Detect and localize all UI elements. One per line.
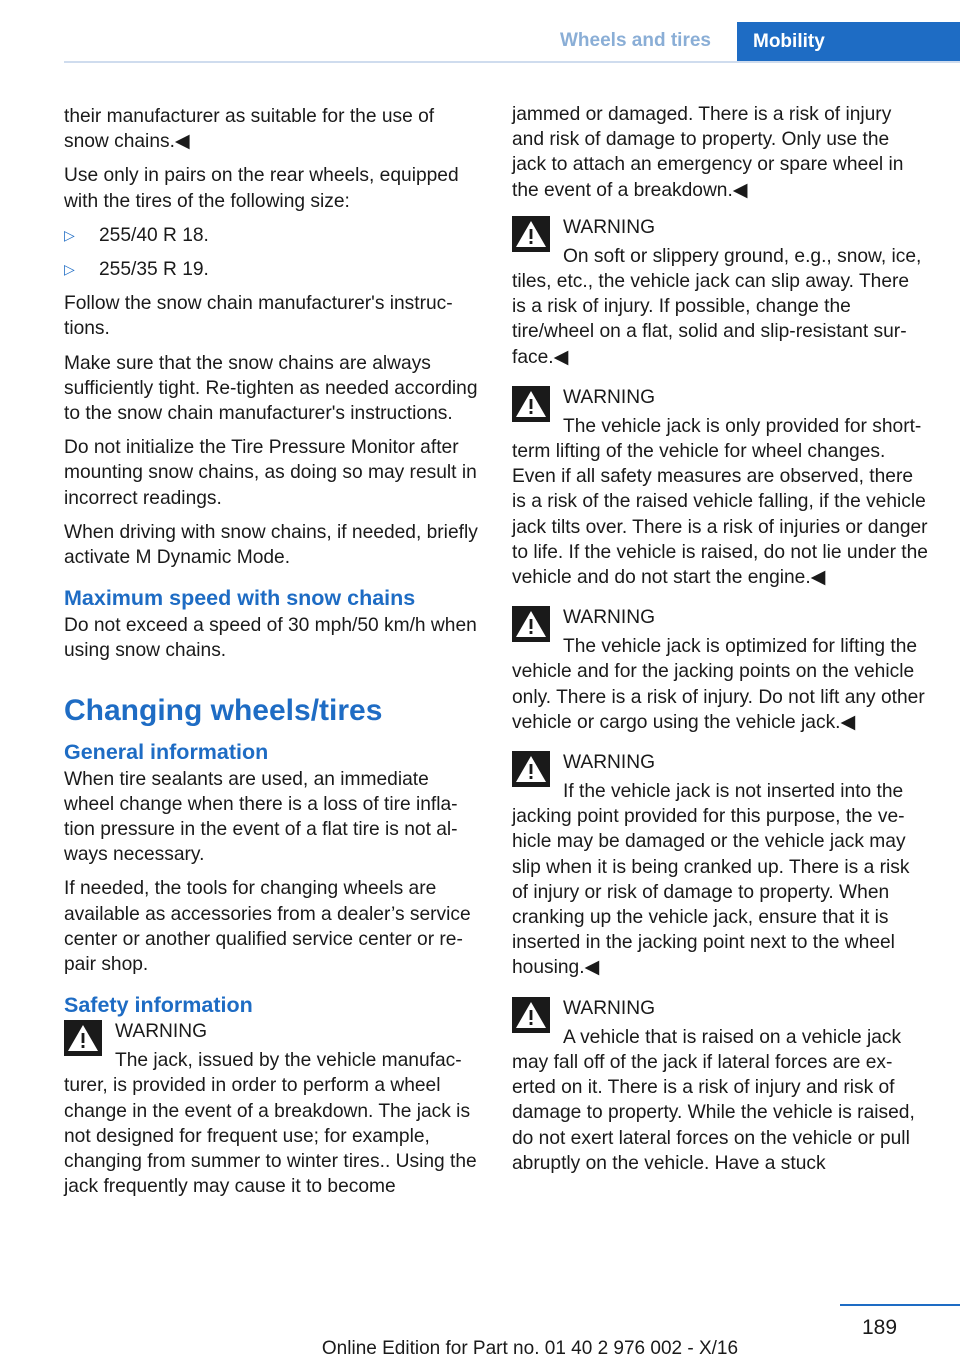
warning-block bbox=[512, 997, 928, 1176]
header-section-title: Wheels and tires bbox=[560, 30, 711, 51]
section-heading-changing-wheels: Changing wheels/tires bbox=[64, 693, 383, 727]
list-item bbox=[64, 257, 480, 282]
warning-title: WARNING bbox=[563, 216, 656, 238]
warning-triangle-icon bbox=[512, 386, 563, 432]
paragraph: their manufacturer as suitable for the use of snow chains.◀ bbox=[64, 106, 435, 153]
warning-text: The jack, issued by the vehicle manufacturer, is provided in order to perform a wheel change in the event of a breakdown. The jack is not designed for frequent use; for example, changing from summer to winter tires.. Using the jack frequently may cause it to become bbox=[64, 1050, 477, 1198]
warning-text: The vehicle jack is optimized for lifting the vehicle and for the jacking points on the vehicle only. There is a risk of injury. Do not lift any other vehicle or cargo using the vehicle jack.◀ bbox=[512, 636, 925, 733]
warning-triangle-icon bbox=[512, 997, 563, 1043]
paragraph: When driving with snow chains, if needed, briefly activate M Dynamic Mode. bbox=[64, 521, 478, 569]
header-chapter-tab: Mobility bbox=[737, 22, 960, 62]
subheading-max-speed: Maximum speed with snow chains bbox=[64, 586, 416, 611]
page-number-rule bbox=[840, 1304, 960, 1306]
paragraph: Use only in pairs on the rear wheels, equipped with the tires of the following size: bbox=[64, 165, 459, 212]
paragraph: jammed or damaged. There is a risk of injury and risk of damage to property. Only use the jack to attach an emergency or spare wheel in the event of a breakdown.◀ bbox=[512, 104, 904, 201]
warning-title: WARNING bbox=[115, 1021, 208, 1043]
header-rule bbox=[64, 61, 960, 63]
left-column bbox=[64, 104, 480, 1209]
warning-block bbox=[64, 1020, 480, 1199]
subheading-general-information: General information bbox=[64, 739, 269, 764]
paragraph: Do not initialize the Tire Pressure Monitor after mounting snow chains, as doing so may result in incorrect readings. bbox=[64, 437, 477, 509]
warning-block bbox=[512, 216, 928, 370]
warning-text: If the vehicle jack is not inserted into the jacking point provided for this purpose, the vehicle may be damaged or the vehicle jack may slip when it is being cranked up. There is a risk of injury or risk of damage to property. When cranking up the vehicle jack, ensure that it is inserted in the jacking point next to the wheel housing.◀ bbox=[512, 781, 910, 979]
warning-triangle-icon bbox=[512, 216, 563, 262]
warning-title: WARNING bbox=[563, 997, 656, 1019]
list-item-text: 255/35 R 19. bbox=[99, 259, 209, 281]
warning-triangle-icon bbox=[64, 1020, 115, 1066]
page-number: 189 bbox=[862, 1316, 898, 1339]
warning-text: On soft or slippery ground, e.g., snow, ice, tiles, etc., the vehicle jack can slip away. There is a risk of injury. If possible, change the tire/wheel on a flat, solid and slip-resistant surface.◀ bbox=[512, 245, 922, 368]
paragraph: Make sure that the snow chains are always sufficiently tight. Re-tighten as needed according to the snow chain manufacturer's instructions. bbox=[64, 352, 478, 425]
warning-list bbox=[512, 216, 928, 1176]
warning-triangle-icon bbox=[512, 751, 563, 797]
footer-edition: Online Edition for Part no. 01 40 2 976 002 - X/16 bbox=[321, 1338, 739, 1359]
warning-text: The vehicle jack is only provided for short-term lifting of the vehicle for wheel changes. Even if all safety measures are observed, there is a risk of the raised vehicle falling, if the vehicle jack tilts over. There is a risk of injuries or danger to life. If the vehicle is raised, do not lie under the vehicle and do not start the engine.◀ bbox=[512, 415, 928, 589]
list-item-text: 255/40 R 18. bbox=[99, 224, 209, 246]
bullet-arrow-icon: ▷ bbox=[64, 261, 75, 278]
list-item bbox=[64, 223, 480, 248]
warning-title: WARNING bbox=[563, 386, 656, 408]
warning-block bbox=[512, 386, 928, 590]
paragraph: When tire sealants are used, an immediate wheel change when there is a loss of tire inflation pressure in the event of a flat tire is not always necessary. bbox=[64, 768, 458, 866]
warning-block bbox=[512, 606, 928, 735]
warning-triangle-icon bbox=[512, 606, 563, 652]
warning-title: WARNING bbox=[563, 607, 656, 629]
warning-title: WARNING bbox=[563, 752, 656, 774]
bullet-arrow-icon: ▷ bbox=[64, 226, 75, 243]
paragraph: If needed, the tools for changing wheels are available as accessories from a dealer’s service center or another qualified service center or repair shop. bbox=[64, 878, 471, 976]
page-header bbox=[0, 0, 960, 62]
warning-block bbox=[512, 751, 928, 981]
warning-text: A vehicle that is raised on a vehicle jack may fall off of the jack if lateral forces are exerted on it. There is a risk of injury and risk of damage to property. While the vehicle is raised, do not exert lateral forces on the vehicle or pull abruptly on the vehicle. Have a stuck bbox=[512, 1026, 915, 1174]
paragraph: Do not exceed a speed of 30 mph/50 km/h when using snow chains. bbox=[64, 615, 477, 662]
subheading-safety-information: Safety information bbox=[64, 993, 253, 1018]
right-column bbox=[512, 102, 928, 1192]
paragraph: Follow the snow chain manufacturer's instructions. bbox=[64, 293, 453, 340]
